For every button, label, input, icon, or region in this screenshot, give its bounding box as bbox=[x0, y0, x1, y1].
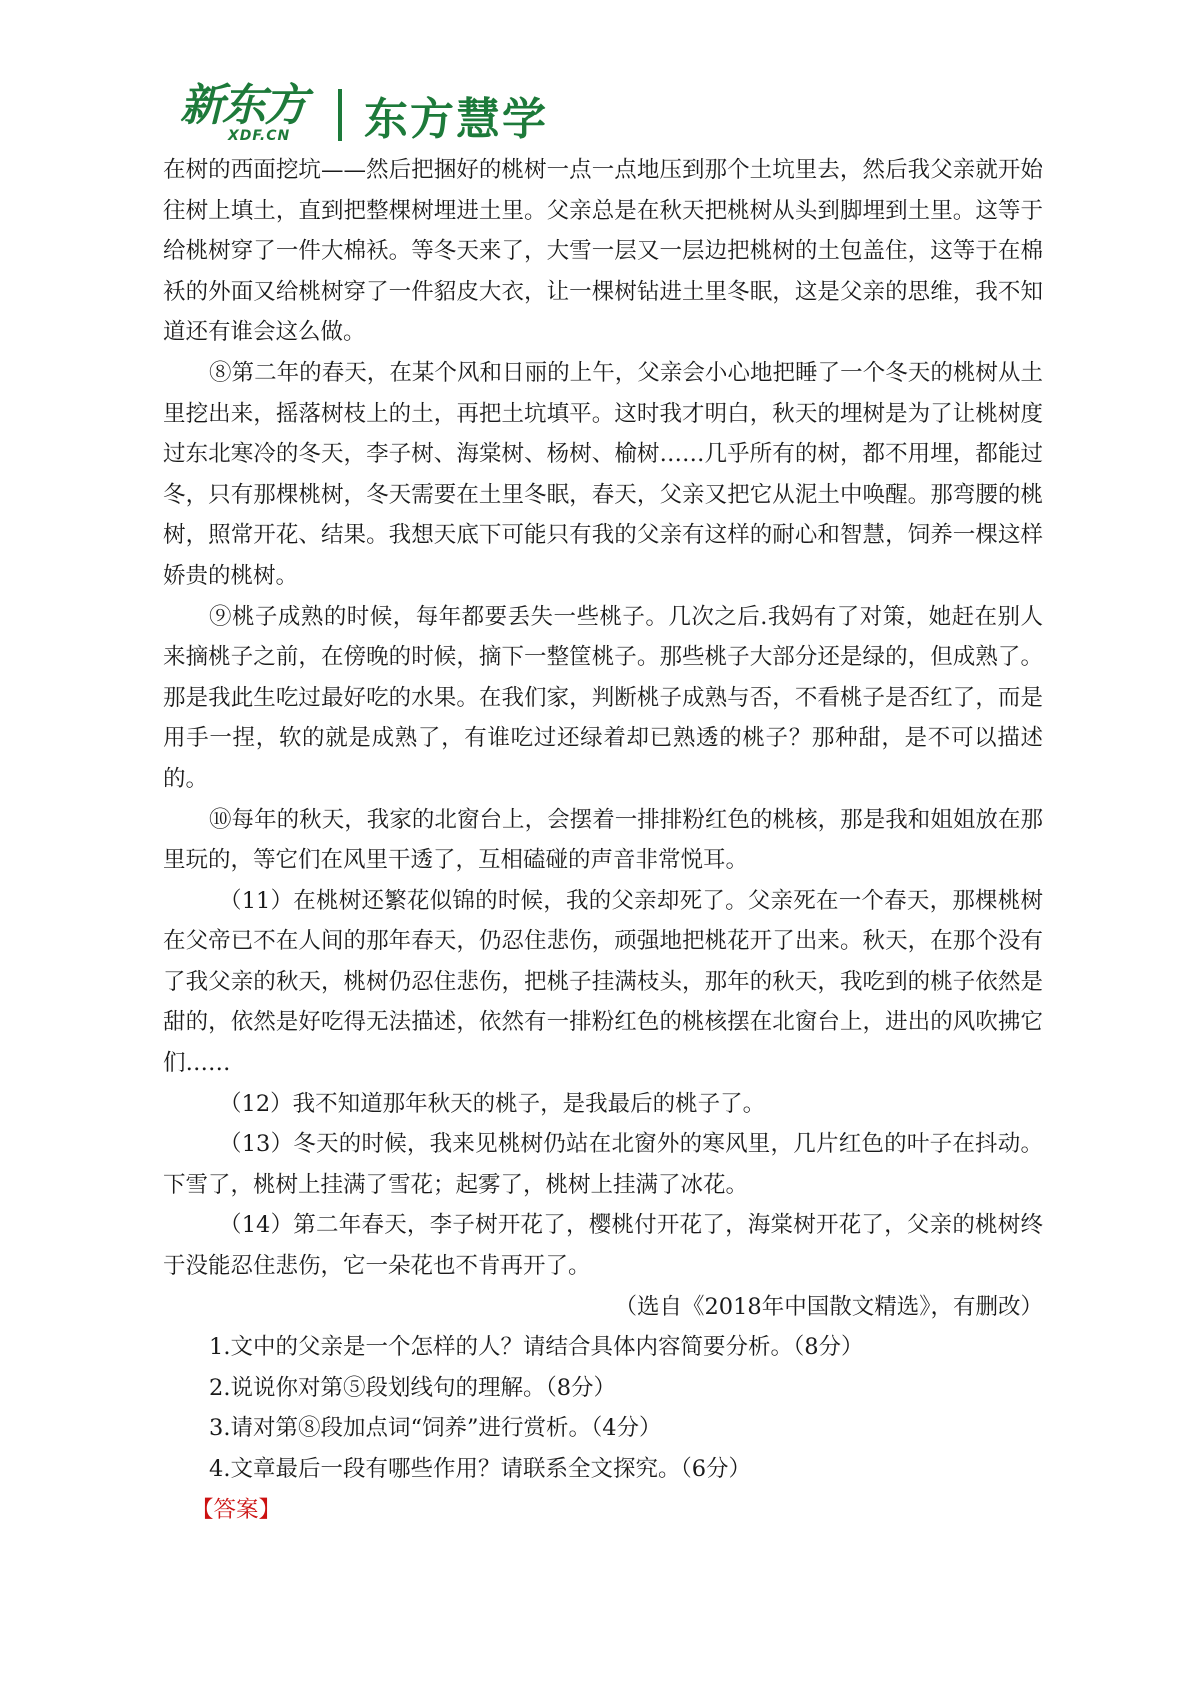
header bbox=[180, 80, 548, 150]
paragraph-11: （11）在桃树还繁花似锦的时候，我的父亲却死了。父亲死在一个春天，那棵桃树在父帝已不在人间的那年春天，仍忍住悲伤，顽强地把桃花开了出来。秋天，在那个没有了我父亲的秋天，桃树仍忍住悲伤，把桃子挂满枝头，那年的秋天，我吃到的桃子依然是甜的，依然是好吃得无法描述，依然有一排粉红色的桃核摆在北窗台上，进出的风吹拂它们…… bbox=[163, 887, 1043, 1077]
question-4: 4.文章最后一段有哪些作用？请联系全文探究。（6分） bbox=[209, 1456, 752, 1482]
paragraph-10: ⑩每年的秋天，我家的北窗台上，会摆着一排排粉红色的桃核，那是我和姐姐放在那里玩的，等它们在风里干透了，互相磕碰的声音非常悦耳。 bbox=[163, 806, 1043, 874]
logo-primary-subtext: XDF.CN bbox=[228, 128, 291, 144]
source-citation: （选自《2018年中国散文精选》，有删改） bbox=[614, 1293, 1043, 1320]
paragraph-8: ⑧第二年的春天，在某个风和日丽的上午，父亲会小心地把睡了一个冬天的桃树从土里挖出来，摇落树枝上的土，再把土坑填平。这时我才明白，秋天的埋树是为了让桃树度过东北寒冷的冬天，李子树、海棠树、杨树、榆树……几乎所有的树，都不用埋，都能过冬，只有那棵桃树，冬天需要在土里冬眠，春天，父亲又把它从泥土中唤醒。那弯腰的桃树，照常开花、结果。我想天底下可能只有我的父亲有这样的耐心和智慧，饲养一棵这样娇贵的桃树。 bbox=[163, 359, 1043, 589]
paragraph-7-rest: 就开始往树上填土，直到把整棵树埋进土里。父亲总是在秋天把桃树从头到脚埋到土里。这等于给桃树穿了一件大棉袄。等冬天来了，大雪一层又一层边把桃树的土包盖住，这等于在棉袄的外面又给桃树穿了一件貂皮大衣，让一棵树钻进土里冬眠，这是父亲的思维，我不知道还有谁会这么做。 bbox=[163, 157, 1043, 346]
question-3: 3.请对第⑧段加点词“饲养”进行赏析。（4分） bbox=[209, 1415, 662, 1442]
paragraph-12: （12）我不知道那年秋天的桃子，是我最后的桃子了。 bbox=[219, 1090, 766, 1117]
question-2: 2.说说你对第⑤段划线句的理解。（8分） bbox=[209, 1374, 617, 1401]
answer-label: 【答案】 bbox=[191, 1496, 282, 1523]
question-1: 1.文中的父亲是一个怎样的人？请结合具体内容简要分析。（8分） bbox=[209, 1334, 864, 1361]
logo-primary-text: 新东方 bbox=[180, 80, 306, 131]
paragraph-7-continued bbox=[163, 150, 1043, 353]
document-body bbox=[163, 150, 1043, 1530]
logo-divider bbox=[338, 89, 342, 141]
paragraph-13: （13）冬天的时候，我来见桃树仍站在北窗外的寒风里，几片红色的叶子在抖动。下雪了，桃树上挂满了雪花；起雾了，桃树上挂满了冰花。 bbox=[163, 1131, 1043, 1198]
logo-secondary-text: 东方慧学 bbox=[364, 94, 548, 145]
paragraph-9: ⑨桃子成熟的时候，每年都要丢失一些桃子。几次之后.我妈有了对策，她赶在别人来摘桃子之前，在傍晚的时候，摘下一整筐桃子。那些桃子大部分还是绿的，但成熟了。那是我此生吃过最好吃的水果。在我们家，判断桃子成熟与否，不看桃子是否红了，而是用手一捏，软的就是成熟了，有谁吃过还绿着却已熟透的桃子？那种甜，是不可以描述的。 bbox=[163, 603, 1043, 792]
paragraph-7-line-1: 在树的西面挖坑——然后把捆好的桃树一点一点地压到那个土坑里去，然后我父亲 bbox=[163, 157, 976, 183]
paragraph-14: （14）第二年春天，李子树开花了，樱桃付开花了，海棠树开花了，父亲的桃树终于没能忍住悲伤，它一朵花也不肯再开了。 bbox=[163, 1212, 1043, 1280]
xdf-logo bbox=[180, 80, 320, 150]
